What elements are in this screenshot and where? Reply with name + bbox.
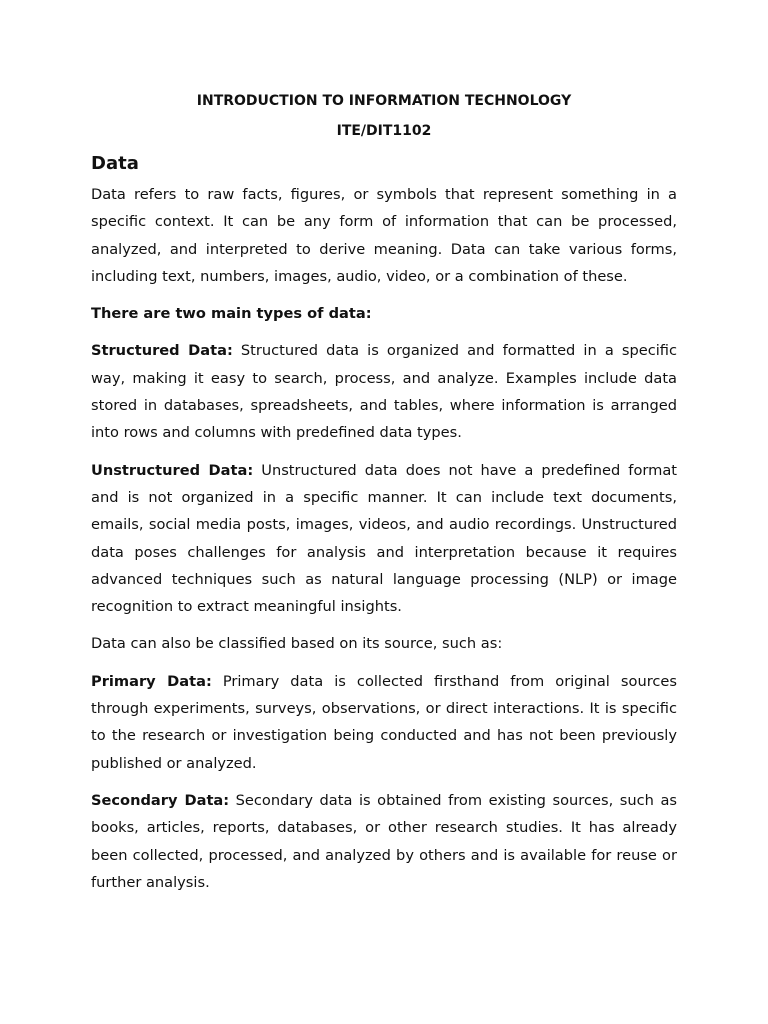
structured-data-term: Structured Data: [91,342,233,360]
structured-data-paragraph [91,337,677,446]
intro-paragraph: Data refers to raw facts, figures, or symbols that represent something in a specific context. It can be any form of information that can be processed, analyzed, and interpreted to derive meaning. Data can take various forms, including text, numbers, images, audio, video, or a combination of these. [91,186,677,285]
section-heading: Data [91,153,139,174]
unstructured-data-term: Unstructured Data: [91,461,254,479]
primary-data-text: Primary data is collected firsthand from original sources through experiments, surveys, observations, or direct interactions. It is specific to the research or investigation being conducted and has not been previously published or analyzed. [91,672,677,772]
structured-data-text: Structured data is organized and formatted in a specific way, making it easy to search, process, and analyze. Examples include data stored in databases, spreadsheets, and tables, where information is arranged into rows and columns with predefined data types. [91,342,678,442]
unstructured-data-paragraph [91,457,677,621]
document-title: INTRODUCTION TO INFORMATION TECHNOLOGY [196,93,572,109]
types-intro: There are two main types of data: [91,305,372,323]
course-code: ITE/DIT1102 [336,123,432,139]
secondary-data-text: Secondary data is obtained from existing sources, such as books, articles, reports, databases, or other research studies. It has already been collected, processed, and analyzed by others and is available for reuse or further analysis. [91,791,677,891]
primary-data-term: Primary Data: [91,672,212,690]
secondary-data-term: Secondary Data: [91,791,230,809]
primary-data-paragraph [91,668,677,777]
unstructured-data-text: Unstructured data does not have a predefined format and is not organized in a specific manner. It can include text documents, emails, social media posts, images, videos, and audio recordings. Unstructured data poses challenges for analysis and interpretation because it requires advanced techniques such as natural language processing (NLP) or image recognition to extract meaningful insights. [91,461,678,616]
secondary-data-paragraph [91,787,677,896]
source-intro: Data can also be classified based on its source, such as: [91,635,503,653]
